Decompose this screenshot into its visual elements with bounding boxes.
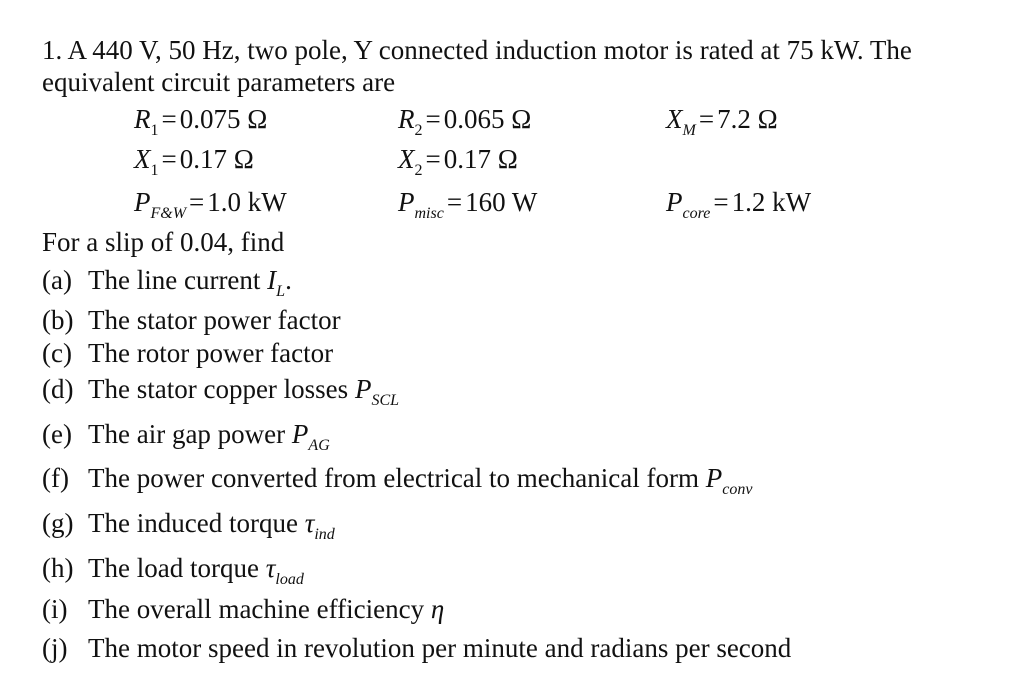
param-pfw-subscript: F&W — [150, 205, 187, 222]
param-r1-equals: = — [161, 104, 177, 134]
question-e-symbol: P — [291, 419, 309, 449]
param-r1-subscript: 1 — [150, 122, 159, 139]
question-j-label: (j) — [42, 633, 68, 663]
param-pmisc-value: 160 W — [465, 187, 538, 217]
question-j-text: The motor speed in revolution per minute and radians per second — [88, 633, 792, 663]
question-a-text: The line current — [88, 265, 261, 295]
param-pfw-symbol: P — [134, 187, 151, 217]
question-j — [42, 632, 791, 664]
question-g-subscript: ind — [314, 526, 335, 543]
question-c — [42, 337, 333, 369]
param-xm-symbol: X — [666, 104, 683, 134]
param-xm-equals: = — [698, 104, 715, 134]
question-e-text: The air gap power — [88, 419, 286, 449]
param-pmisc-symbol: P — [398, 187, 415, 217]
param-r2-symbol: R — [398, 104, 415, 134]
question-c-text: The rotor power factor — [88, 338, 334, 368]
param-xm-value: 7.2 Ω — [717, 104, 778, 134]
question-i-label: (i) — [42, 594, 68, 624]
question-b — [42, 304, 341, 336]
question-e — [42, 418, 330, 454]
param-r2-equals: = — [425, 104, 441, 134]
param-pcore-value: 1.2 kW — [731, 187, 812, 217]
question-f-symbol: P — [705, 463, 723, 493]
param-pmisc-subscript: misc — [414, 205, 444, 222]
param-r2 — [398, 103, 532, 139]
slip-line: For a slip of 0.04, find — [42, 227, 285, 257]
question-g-text: The induced torque — [88, 508, 298, 538]
param-x2-symbol: X — [398, 144, 415, 174]
question-e-subscript: AG — [308, 437, 330, 454]
param-r2-subscript: 2 — [414, 122, 423, 139]
param-pcore — [666, 186, 812, 222]
question-a-subscript: L — [276, 283, 286, 300]
param-xm-subscript: M — [682, 122, 696, 139]
question-h-subscript: load — [275, 571, 304, 588]
question-a-label: (a) — [42, 265, 72, 295]
param-pmisc — [398, 186, 538, 222]
param-pfw — [134, 186, 287, 222]
question-d-symbol: P — [354, 374, 372, 404]
question-b-text: The stator power factor — [88, 305, 341, 335]
param-r1 — [134, 103, 268, 139]
param-x2 — [398, 143, 518, 179]
param-pcore-equals: = — [713, 187, 729, 217]
param-pfw-equals: = — [189, 187, 205, 217]
question-f-label: (f) — [42, 463, 69, 493]
param-pcore-symbol: P — [666, 187, 683, 217]
question-i-symbol: η — [430, 594, 445, 624]
param-xm — [666, 103, 778, 139]
question-i-text: The overall machine efficiency — [88, 594, 425, 624]
param-x2-equals: = — [425, 144, 441, 174]
question-f-text: The power converted from electrical to mechanical form — [88, 463, 699, 493]
param-x1-equals: = — [161, 144, 177, 174]
param-pcore-subscript: core — [682, 205, 711, 222]
question-i — [42, 593, 444, 625]
param-x1-subscript: 1 — [150, 162, 159, 179]
param-r2-value: 0.065 Ω — [443, 104, 532, 134]
param-x2-subscript: 2 — [414, 162, 423, 179]
question-h-label: (h) — [42, 553, 74, 583]
question-f — [42, 462, 753, 498]
question-h — [42, 552, 304, 588]
question-d — [42, 373, 400, 409]
param-pmisc-equals: = — [446, 187, 463, 217]
problem-intro-line-1: 1. A 440 V, 50 Hz, two pole, Y connected induction motor is rated at 75 kW. The — [42, 35, 912, 65]
question-a — [42, 264, 292, 300]
param-r1-symbol: R — [134, 104, 151, 134]
param-x2-value: 0.17 Ω — [443, 144, 518, 174]
question-g — [42, 507, 335, 543]
question-g-label: (g) — [42, 508, 74, 538]
question-h-text: The load torque — [88, 553, 259, 583]
question-a-symbol: I — [267, 265, 277, 295]
param-x1-value: 0.17 Ω — [179, 144, 254, 174]
question-f-subscript: conv — [722, 481, 753, 498]
question-g-symbol: τ — [304, 508, 315, 538]
question-d-subscript: SCL — [371, 392, 400, 409]
question-c-label: (c) — [42, 338, 72, 368]
param-x1 — [134, 143, 254, 179]
param-pfw-value: 1.0 kW — [207, 187, 287, 217]
param-r1-value: 0.075 Ω — [179, 104, 268, 134]
param-x1-symbol: X — [134, 144, 151, 174]
question-a-tail: . — [285, 265, 292, 295]
question-b-label: (b) — [42, 305, 74, 335]
question-h-symbol: τ — [265, 553, 276, 583]
question-d-text: The stator copper losses — [88, 374, 349, 404]
question-d-label: (d) — [42, 374, 74, 404]
question-e-label: (e) — [42, 419, 72, 449]
problem-intro-line-2: equivalent circuit parameters are — [42, 67, 396, 97]
